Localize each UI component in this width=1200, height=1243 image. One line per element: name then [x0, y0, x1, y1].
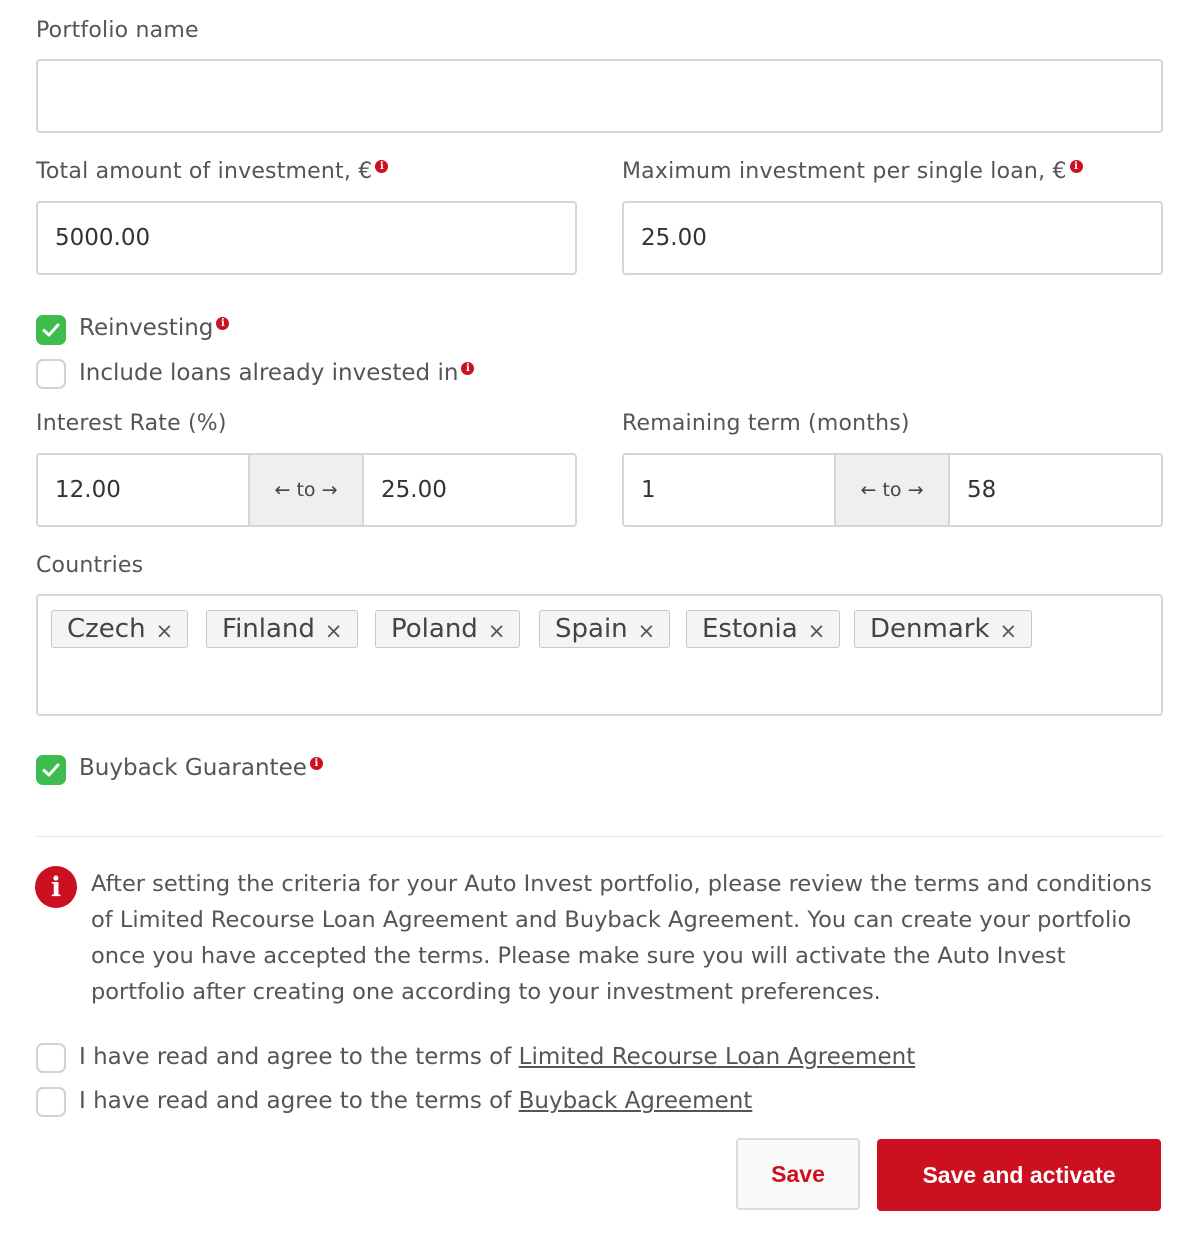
- checkmark-icon: [41, 760, 61, 780]
- info-icon[interactable]: i: [310, 757, 323, 770]
- include-invested-checkbox[interactable]: [36, 359, 66, 389]
- reinvesting-checkbox[interactable]: [36, 315, 66, 345]
- max-per-loan-value: 25.00: [641, 225, 707, 251]
- remaining-term-range: [622, 453, 1163, 527]
- save-button[interactable]: Save: [736, 1138, 860, 1210]
- remove-icon[interactable]: ×: [155, 619, 174, 643]
- max-per-loan-input[interactable]: [622, 201, 1163, 275]
- buyback-guarantee-checkbox[interactable]: [36, 755, 66, 785]
- interest-rate-from-input[interactable]: 12.00: [38, 455, 250, 525]
- loan-agreement-label: I have read and agree to the terms of Limited Recourse Loan Agreement: [79, 1044, 916, 1070]
- remove-icon[interactable]: ×: [807, 619, 826, 643]
- country-tag: Poland ×: [375, 610, 520, 648]
- interest-rate-label: Interest Rate (%): [36, 411, 227, 436]
- remaining-term-from-input[interactable]: 1: [624, 455, 836, 525]
- section-divider: [36, 836, 1163, 837]
- countries-multiselect[interactable]: [36, 594, 1163, 716]
- countries-label: Countries: [36, 553, 144, 578]
- include-invested-label: Include loans already invested in i: [79, 360, 474, 386]
- info-icon[interactable]: i: [216, 317, 229, 330]
- buyback-agreement-checkbox[interactable]: [36, 1087, 66, 1117]
- info-icon[interactable]: i: [461, 362, 474, 375]
- country-tag: Denmark ×: [854, 610, 1032, 648]
- remove-icon[interactable]: ×: [324, 619, 343, 643]
- loan-agreement-checkbox[interactable]: [36, 1043, 66, 1073]
- remaining-term-label: Remaining term (months): [622, 411, 910, 436]
- info-icon[interactable]: i: [1070, 160, 1083, 173]
- interest-rate-range: [36, 453, 577, 527]
- range-separator: ← to →: [250, 455, 364, 525]
- info-icon[interactable]: i: [375, 160, 388, 173]
- checkmark-icon: [41, 320, 61, 340]
- info-icon: i: [35, 866, 77, 908]
- max-per-loan-label: Maximum investment per single loan, € i: [622, 159, 1083, 184]
- buyback-guarantee-label: Buyback Guarantee i: [79, 755, 323, 781]
- loan-agreement-link[interactable]: Limited Recourse Loan Agreement: [518, 1044, 916, 1070]
- country-tag: Finland ×: [206, 610, 358, 648]
- portfolio-name-label: Portfolio name: [36, 18, 199, 43]
- remove-icon[interactable]: ×: [999, 619, 1018, 643]
- country-tag: Czech ×: [51, 610, 188, 648]
- interest-rate-to-input[interactable]: 25.00: [364, 455, 575, 525]
- range-separator: ← to →: [836, 455, 950, 525]
- total-amount-value: 5000.00: [55, 225, 151, 251]
- total-amount-label: Total amount of investment, € i: [36, 159, 388, 184]
- remove-icon[interactable]: ×: [637, 619, 656, 643]
- save-and-activate-button[interactable]: Save and activate: [877, 1139, 1161, 1211]
- terms-notice: After setting the criteria for your Auto Invest portfolio, please review the terms and conditions of Limited Recourse Loan Agreement and Buyback Agreement. You can create your portfolio once you have accepted the terms. Please make sure you will activate the Auto Invest portfolio after creating one according to your investment preferences.: [91, 871, 1152, 1005]
- remaining-term-to-input[interactable]: 58: [950, 455, 1161, 525]
- buyback-agreement-label: I have read and agree to the terms of Buyback Agreement: [79, 1088, 753, 1114]
- total-amount-input[interactable]: [36, 201, 577, 275]
- portfolio-name-input[interactable]: [36, 59, 1163, 133]
- reinvesting-label: Reinvesting i: [79, 315, 229, 341]
- buyback-agreement-link[interactable]: Buyback Agreement: [518, 1088, 753, 1114]
- country-tag: Spain ×: [539, 610, 670, 648]
- remove-icon[interactable]: ×: [487, 619, 506, 643]
- country-tag: Estonia ×: [686, 610, 840, 648]
